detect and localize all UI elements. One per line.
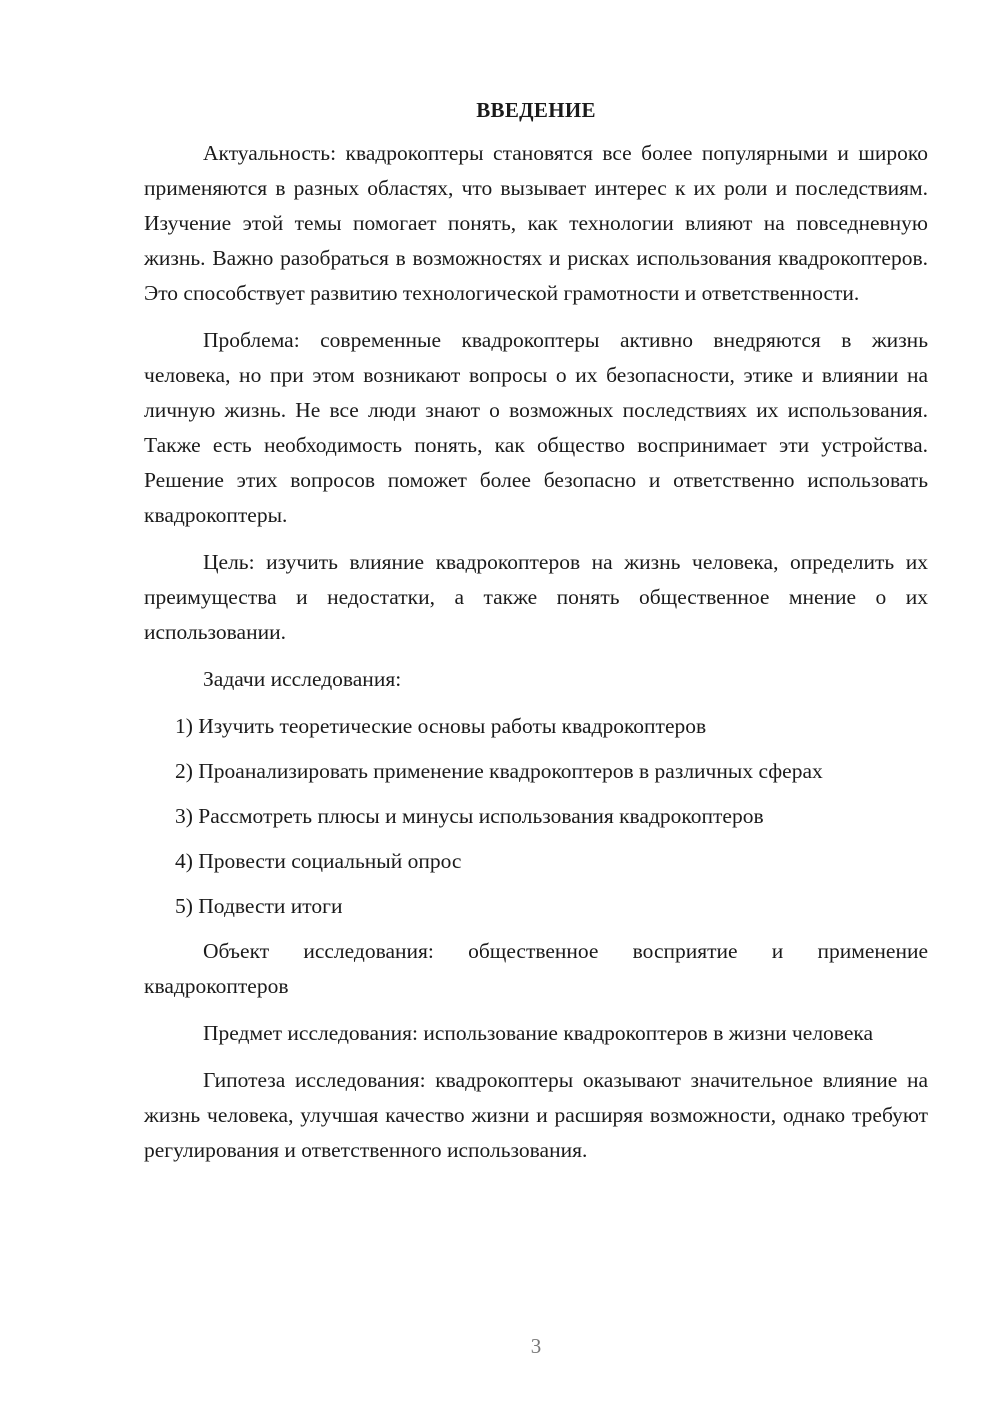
object-paragraph: Объект исследования: общественное восприятие и применение квадрокоптеров — [144, 939, 928, 998]
task-item: 2) Проанализировать применение квадрокоптеров в различных сферах — [175, 759, 823, 783]
problem-paragraph: Проблема: современные квадрокоптеры активно внедряются в жизнь человека, но при этом возникают вопросы о их безопасности, этике и влиянии на личную жизнь. Не все люди знают о возможных последствиях их использования. Также есть необходимость понять, как общество воспринимает эти устройства. Решение этих вопросов поможет более безопасно и ответственно использовать квадрокоптеры. — [144, 328, 928, 527]
document-page — [144, 96, 928, 1180]
subject-paragraph: Предмет исследования: использование квадрокоптеров в жизни человека — [203, 1021, 874, 1045]
task-item: 5) Подвести итоги — [175, 894, 343, 918]
hypothesis-paragraph: Гипотеза исследования: квадрокоптеры оказывают значительное влияние на жизнь человека, улучшая качество жизни и расширяя возможности, однако требуют регулирования и ответственного использования. — [144, 1068, 928, 1162]
tasks-list — [144, 709, 928, 924]
page-number: 3 — [530, 1334, 542, 1358]
task-item: 3) Рассмотреть плюсы и минусы использования квадрокоптеров — [175, 804, 764, 828]
tasks-heading: Задачи исследования: — [203, 667, 402, 691]
relevance-paragraph: Актуальность: квадрокоптеры становятся все более популярными и широко применяются в разных областях, что вызывает интерес к их роли и последствиям. Изучение этой темы помогает понять, как технологии влияют на повседневную жизнь. Важно разобраться в возможностях и рисках использования квадрокоптеров. Это способствует развитию технологической грамотности и ответственности. — [144, 141, 928, 305]
page-title: ВВЕДЕНИЕ — [476, 98, 596, 122]
task-item: 4) Провести социальный опрос — [175, 849, 462, 873]
goal-paragraph: Цель: изучить влияние квадрокоптеров на жизнь человека, определить их преимущества и недостатки, а также понять общественное мнение о их использовании. — [144, 550, 928, 644]
task-item: 1) Изучить теоретические основы работы квадрокоптеров — [175, 714, 707, 738]
